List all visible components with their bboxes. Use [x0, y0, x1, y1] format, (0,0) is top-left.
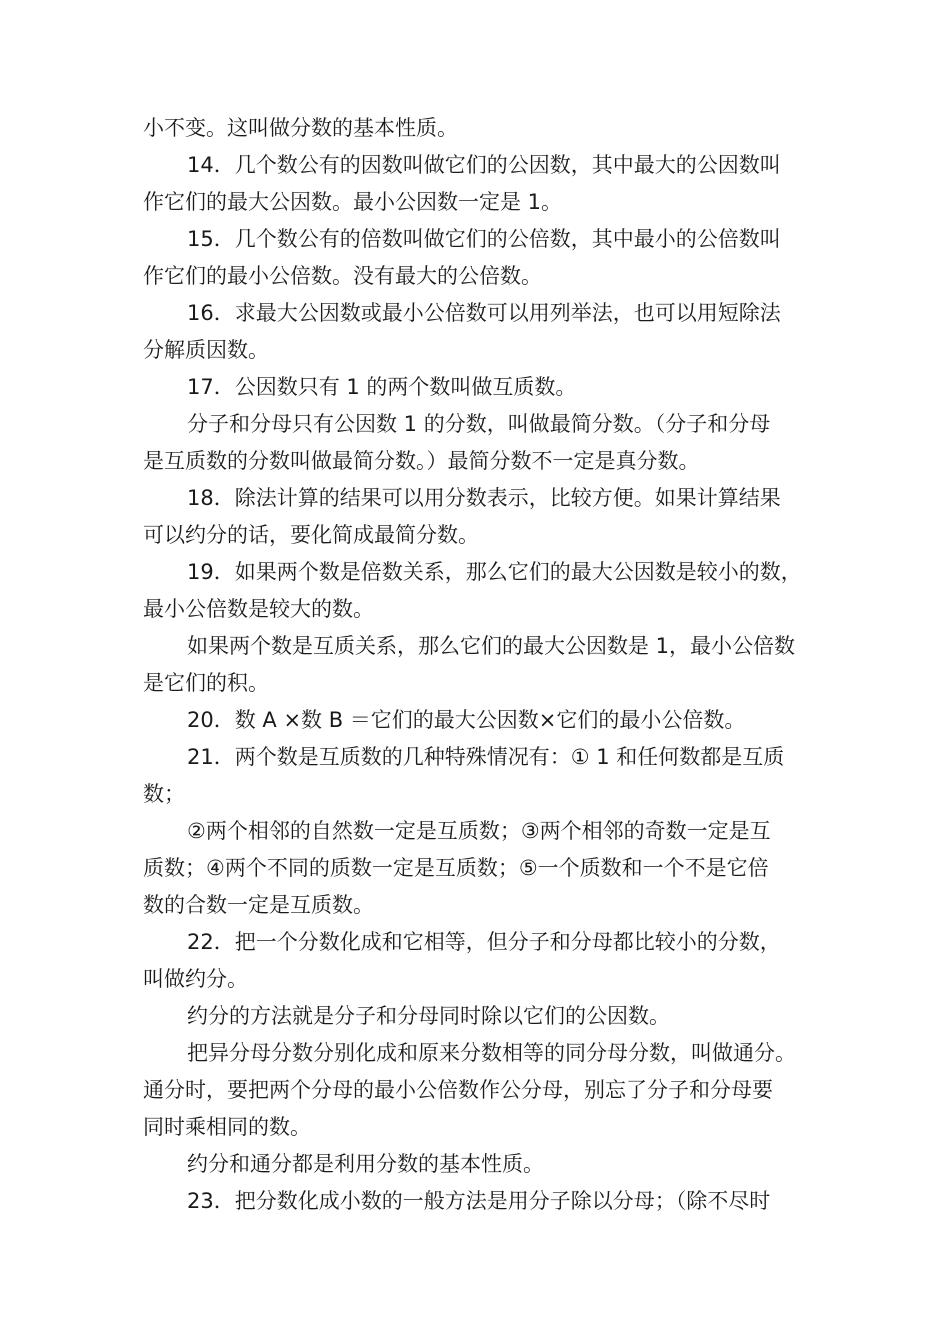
text-line: 是它们的积。	[143, 671, 269, 695]
text-line: 把异分母分数分别化成和原来分数相等的同分母分数，叫做通分。	[187, 1041, 796, 1065]
text-line: 分子和分母只有公因数 1 的分数，叫做最简分数。（分子和分母	[187, 412, 771, 436]
text-line: 14．几个数公有的因数叫做它们的公因数，其中最大的公因数叫	[187, 153, 781, 177]
text-line: 数的合数一定是互质数。	[143, 893, 374, 917]
text-line: 20．数 A ×数 B ＝它们的最大公因数×它们的最小公倍数。	[187, 708, 746, 732]
text-line: 数；	[143, 782, 185, 806]
text-line: 叫做约分。	[143, 967, 248, 991]
text-line: 16．求最大公因数或最小公倍数可以用列举法，也可以用短除法	[187, 301, 781, 325]
text-line: 质数；④两个不同的质数一定是互质数；⑤一个质数和一个不是它倍	[143, 856, 769, 880]
text-line: ②两个相邻的自然数一定是互质数；③两个相邻的奇数一定是互	[187, 819, 771, 843]
text-line: 15．几个数公有的倍数叫做它们的公倍数，其中最小的公倍数叫	[187, 227, 781, 251]
text-line: 如果两个数是互质关系，那么它们的最大公因数是 1，最小公倍数	[187, 634, 796, 658]
text-line: 17．公因数只有 1 的两个数叫做互质数。	[187, 375, 577, 399]
text-line: 通分时，要把两个分母的最小公倍数作公分母，别忘了分子和分母要	[143, 1078, 773, 1102]
text-line: 是互质数的分数叫做最简分数。）最简分数不一定是真分数。	[143, 449, 700, 473]
text-line: 约分的方法就是分子和分母同时除以它们的公因数。	[187, 1004, 670, 1028]
text-line: 约分和通分都是利用分数的基本性质。	[187, 1152, 544, 1176]
text-line: 同时乘相同的数。	[143, 1115, 311, 1139]
text-line: 分解质因数。	[143, 338, 269, 362]
text-line: 18．除法计算的结果可以用分数表示，比较方便。如果计算结果	[187, 486, 781, 510]
text-line: 作它们的最大公因数。最小公因数一定是 1。	[143, 190, 563, 214]
text-line: 小不变。这叫做分数的基本性质。	[143, 116, 458, 140]
text-line: 最小公倍数是较大的数。	[143, 597, 374, 621]
text-line: 21．两个数是互质数的几种特殊情况有：① 1 和任何数都是互质	[187, 745, 785, 769]
text-line: 23．把分数化成小数的一般方法是用分子除以分母；（除不尽时	[187, 1189, 771, 1213]
text-line: 作它们的最小公倍数。没有最大的公倍数。	[143, 264, 542, 288]
text-line: 19．如果两个数是倍数关系，那么它们的最大公因数是较小的数，	[187, 560, 802, 584]
text-line: 22．把一个分数化成和它相等，但分子和分母都比较小的分数，	[187, 930, 781, 954]
text-line: 可以约分的话，要化简成最简分数。	[143, 523, 479, 547]
